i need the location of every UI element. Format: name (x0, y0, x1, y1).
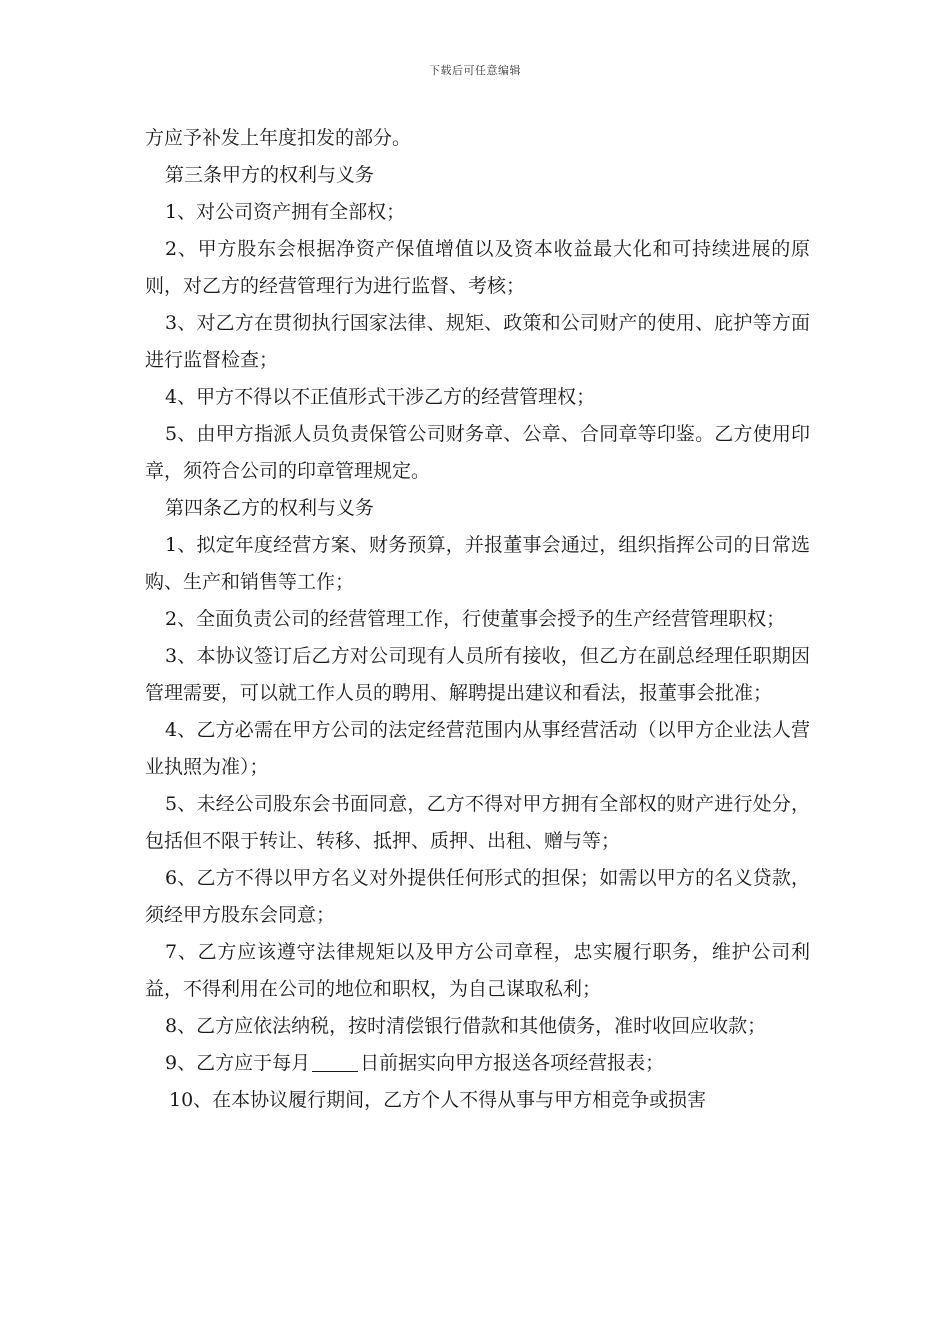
section-heading-4: 第四条乙方的权利与义务 (165, 497, 375, 519)
paragraph: 6、乙方不得以甲方名义对外提供任何形式的担保；如需以甲方的名义贷款，须经甲方股东会同意； (145, 867, 810, 926)
paragraph: 4、甲方不得以不正值形式干涉乙方的经营管理权； (165, 386, 596, 408)
paragraph: 1、对公司资产拥有全部权； (165, 201, 406, 223)
page-header: 下载后可任意编辑 (429, 64, 521, 77)
paragraph: 7、乙方应该遵守法律规矩以及甲方公司章程，忠实履行职务，维护公司利益，不得利用在公司的地位和职权，为自己谋取私利； (145, 941, 810, 1000)
paragraph: 3、本协议签订后乙方对公司现有人员所有接收，但乙方在副总经理任职期因管理需要，可以就工作人员的聘用、解聘提出建议和看法，报董事会批准； (145, 645, 810, 704)
paragraph: 2、全面负责公司的经营管理工作，行使董事会授予的生产经营管理职权； (165, 608, 786, 630)
paragraph: 5、由甲方指派人员负责保管公司财务章、公章、合同章等印鉴。乙方使用印章，须符合公司的印章管理规定。 (145, 423, 810, 482)
paragraph: 方应予补发上年度扣发的部分。 (145, 127, 412, 149)
paragraph: 8、乙方应依法纳税，按时清偿银行借款和其他债务，准时收回应收款； (165, 1015, 767, 1037)
section-heading-3: 第三条甲方的权利与义务 (165, 164, 375, 186)
paragraph: 1、拟定年度经营方案、财务预算，并报董事会通过，组织指挥公司的日常选购、生产和销售等工作； (145, 534, 810, 593)
fill-in-blank-line[interactable] (312, 1051, 358, 1072)
paragraph: 4、乙方必需在甲方公司的法定经营范围内从事经营活动（以甲方企业法人营业执照为准）； (145, 719, 810, 778)
paragraph: 5、未经公司股东会书面同意，乙方不得对甲方拥有全部权的财产进行处分，包括但不限于转让、转移、抵押、质押、出租、赠与等； (145, 793, 810, 852)
blank-paragraph-before: 9、乙方应于每月 (165, 1052, 311, 1074)
paragraph-with-blank (145, 1045, 810, 1082)
paragraph: 3、对乙方在贯彻执行国家法律、规矩、政策和公司财产的使用、庇护等方面进行监督检查； (145, 312, 810, 371)
paragraph: 10、在本协议履行期间，乙方个人不得从事与甲方相竞争或损害 (169, 1089, 707, 1111)
blank-paragraph-after: 日前据实向甲方报送各项经营报表； (360, 1052, 665, 1074)
paragraph: 2、甲方股东会根据净资产保值增值以及资本收益最大化和可持续进展的原则，对乙方的经营管理行为进行监督、考核； (145, 238, 810, 297)
document-body (145, 120, 810, 1119)
